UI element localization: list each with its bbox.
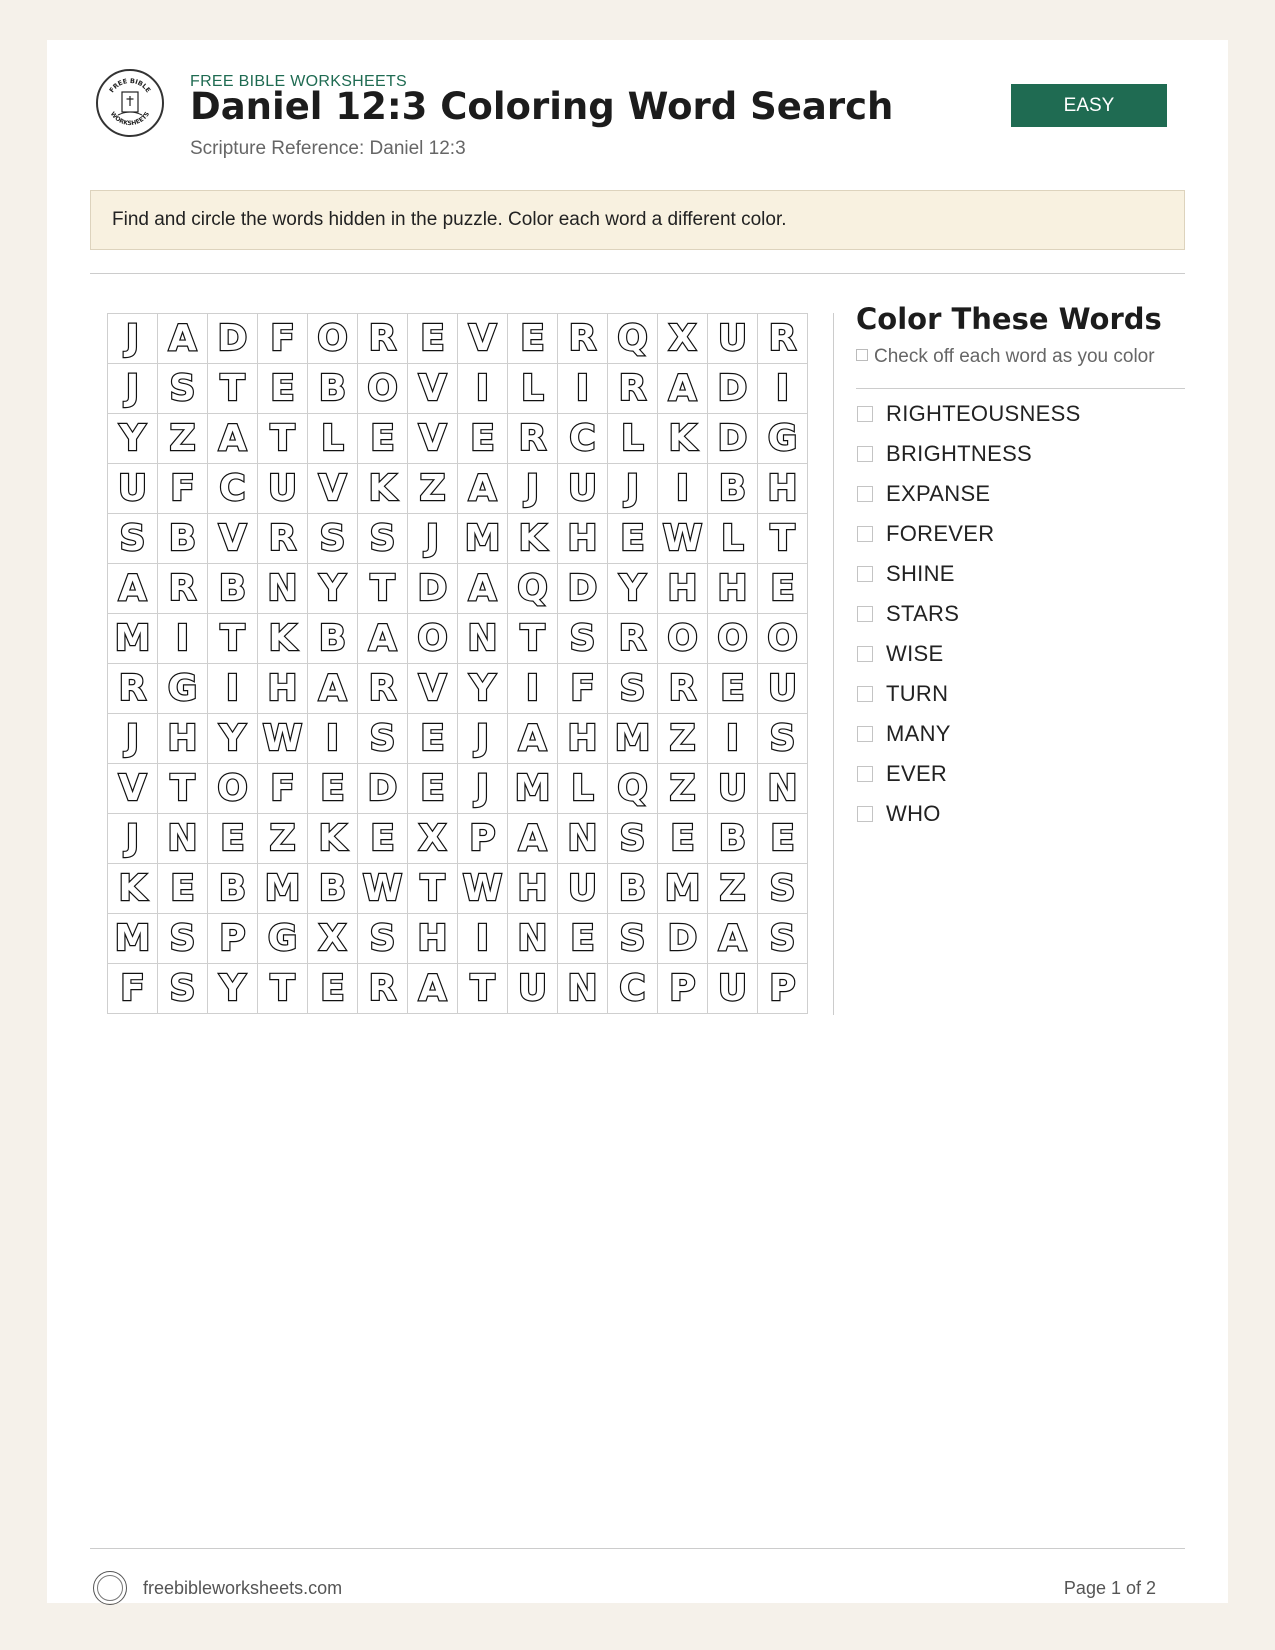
word-item[interactable] [856,594,1081,634]
grid-letter[interactable]: S [358,714,408,764]
grid-letter[interactable]: H [158,714,208,764]
grid-letter[interactable]: B [208,864,258,914]
word-item[interactable] [856,394,1081,434]
grid-letter[interactable]: E [308,764,358,814]
word-item[interactable] [856,714,1081,754]
grid-letter[interactable]: O [308,314,358,364]
grid-letter[interactable]: M [508,764,558,814]
grid-letter[interactable]: J [458,714,508,764]
grid-letter[interactable]: H [508,864,558,914]
grid-letter[interactable]: E [458,414,508,464]
grid-letter[interactable]: E [608,514,658,564]
footer-logo-icon [93,1571,127,1605]
word-checkbox[interactable] [857,486,873,502]
word-checkbox[interactable] [857,446,873,462]
grid-letter[interactable]: T [258,414,308,464]
grid-letter[interactable]: H [558,514,608,564]
grid-letter[interactable]: O [408,614,458,664]
bible-worksheets-logo [96,69,164,137]
grid-letter[interactable]: O [758,614,808,664]
grid-letter[interactable]: A [308,664,358,714]
grid-letter[interactable]: D [558,564,608,614]
grid-letter[interactable]: S [158,964,208,1014]
word-item[interactable] [856,634,1081,674]
grid-letter[interactable]: C [208,464,258,514]
grid-letter[interactable]: H [258,664,308,714]
grid-letter[interactable]: D [708,414,758,464]
word-item[interactable] [856,554,1081,594]
grid-letter[interactable]: E [358,814,408,864]
word-checkbox[interactable] [857,806,873,822]
grid-letter[interactable]: F [258,764,308,814]
word-checkbox[interactable] [857,686,873,702]
grid-letter[interactable]: H [408,914,458,964]
grid-letter[interactable]: G [758,414,808,464]
grid-letter[interactable]: U [558,464,608,514]
grid-letter[interactable]: V [108,764,158,814]
grid-letter[interactable]: F [558,664,608,714]
grid-letter[interactable]: N [258,564,308,614]
grid-letter[interactable]: B [308,864,358,914]
grid-letter[interactable]: U [708,964,758,1014]
grid-letter[interactable]: E [508,314,558,364]
svg-text:WORKSHEETS [109,111,151,127]
grid-letter[interactable]: K [358,464,408,514]
grid-letter[interactable]: D [708,364,758,414]
grid-letter[interactable]: N [558,964,608,1014]
grid-letter[interactable]: A [158,314,208,364]
grid-letter[interactable]: Z [658,764,708,814]
grid-letter[interactable]: U [558,864,608,914]
grid-letter[interactable]: N [508,914,558,964]
word-search-grid[interactable] [107,313,808,1014]
grid-letter[interactable]: I [158,614,208,664]
word-list-subtitle [856,346,1155,368]
grid-letter[interactable]: Y [458,664,508,714]
grid-letter[interactable]: L [608,414,658,464]
word-item[interactable] [856,674,1081,714]
logo-bottom-text: WORKSHEETS [108,110,152,128]
grid-letter[interactable]: T [758,514,808,564]
grid-letter[interactable]: I [458,914,508,964]
grid-letter[interactable]: F [108,964,158,1014]
grid-letter[interactable]: M [258,864,308,914]
grid-letter[interactable]: A [508,814,558,864]
word-list-subtitle-text: Check off each word as you color [874,346,1155,367]
grid-letter[interactable]: F [258,314,308,364]
grid-letter[interactable]: A [408,964,458,1014]
grid-letter[interactable]: V [208,514,258,564]
grid-letter[interactable]: A [658,364,708,414]
grid-letter[interactable]: I [758,364,808,414]
grid-letter[interactable]: P [208,914,258,964]
grid-letter[interactable]: M [108,914,158,964]
grid-letter[interactable]: I [558,364,608,414]
grid-letter[interactable]: E [558,914,608,964]
grid-letter[interactable]: Q [608,314,658,364]
grid-letter[interactable]: X [308,914,358,964]
grid-letter[interactable]: T [408,864,458,914]
grid-letter[interactable]: W [658,514,708,564]
grid-letter[interactable]: S [758,864,808,914]
page-number: Page 1 of 2 [1063,1578,1156,1598]
grid-letter[interactable]: Q [508,564,558,614]
grid-letter[interactable]: H [658,564,708,614]
grid-letter[interactable]: H [708,564,758,614]
grid-letter[interactable]: O [208,764,258,814]
grid-letter[interactable]: Y [608,564,658,614]
grid-letter[interactable]: Y [308,564,358,614]
word-item[interactable] [856,474,1081,514]
word-item[interactable] [856,514,1081,554]
grid-letter[interactable]: E [208,814,258,864]
word-label: WHO [886,801,941,826]
word-label: BRIGHTNESS [886,441,1033,466]
grid-letter[interactable]: K [508,514,558,564]
grid-letter[interactable]: D [208,314,258,364]
checkbox-icon [856,349,868,361]
grid-letter[interactable]: E [258,364,308,414]
grid-letter[interactable]: U [508,964,558,1014]
word-label: WISE [886,641,944,666]
grid-letter[interactable]: B [608,864,658,914]
footer-site: freebibleworksheets.com [143,1578,343,1598]
word-item[interactable] [856,754,1081,794]
word-label: EXPANSE [886,481,991,506]
grid-letter[interactable]: A [508,714,558,764]
grid-letter[interactable]: E [758,814,808,864]
grid-letter[interactable]: E [758,564,808,614]
word-checkbox[interactable] [857,606,873,622]
grid-letter[interactable]: R [158,564,208,614]
grid-letter[interactable]: A [108,564,158,614]
grid-letter[interactable]: O [708,614,758,664]
grid-letter[interactable]: V [408,664,458,714]
grid-letter[interactable]: A [358,614,408,664]
grid-letter[interactable]: R [558,314,608,364]
word-list-divider [856,388,1185,389]
grid-letter[interactable]: E [408,714,458,764]
word-label: MANY [886,721,951,746]
grid-letter[interactable]: T [208,364,258,414]
grid-letter[interactable]: B [308,364,358,414]
grid-letter[interactable]: T [508,614,558,664]
grid-letter[interactable]: B [158,514,208,564]
grid-letter[interactable]: S [158,364,208,414]
grid-letter[interactable]: T [158,764,208,814]
grid-letter[interactable]: K [258,614,308,664]
grid-letter[interactable]: J [608,464,658,514]
grid-letter[interactable]: K [658,414,708,464]
grid-letter[interactable]: E [408,314,458,364]
grid-letter[interactable]: Q [608,764,658,814]
grid-letter[interactable]: Z [158,414,208,464]
grid-letter[interactable]: Y [108,414,158,464]
grid-letter[interactable]: W [458,864,508,914]
grid-letter[interactable]: D [358,764,408,814]
grid-letter[interactable]: J [408,514,458,564]
grid-letter[interactable]: R [758,314,808,364]
grid-letter[interactable]: T [258,964,308,1014]
grid-letter[interactable]: E [158,864,208,914]
grid-letter[interactable]: O [658,614,708,664]
grid-letter[interactable]: X [408,814,458,864]
grid-letter[interactable]: J [108,314,158,364]
word-list [856,394,1081,834]
grid-letter[interactable]: S [758,714,808,764]
word-label: EVER [886,761,948,786]
grid-letter[interactable]: E [708,664,758,714]
grid-letter[interactable]: R [258,514,308,564]
grid-letter[interactable]: H [558,714,608,764]
grid-letter[interactable]: C [608,964,658,1014]
grid-letter[interactable]: W [258,714,308,764]
grid-letter[interactable]: Y [208,714,258,764]
grid-letter[interactable]: B [708,464,758,514]
grid-letter[interactable]: E [358,414,408,464]
grid-letter[interactable]: F [158,464,208,514]
grid-letter[interactable]: K [308,814,358,864]
grid-letter[interactable]: T [208,614,258,664]
grid-letter[interactable]: S [158,914,208,964]
grid-letter[interactable]: T [458,964,508,1014]
grid-letter[interactable]: U [258,464,308,514]
word-checkbox[interactable] [857,726,873,742]
grid-letter[interactable]: I [308,714,358,764]
grid-letter[interactable]: U [708,314,758,364]
grid-letter[interactable]: R [658,664,708,714]
grid-letter[interactable]: R [358,314,408,364]
logo-top-text: FREE BIBLE [107,76,153,95]
grid-letter[interactable]: I [658,464,708,514]
grid-letter[interactable]: I [708,714,758,764]
panel-divider [833,313,834,1015]
grid-letter[interactable]: S [608,814,658,864]
grid-letter[interactable]: M [608,714,658,764]
page-title: Daniel 12:3 Coloring Word Search [190,85,894,128]
word-checkbox[interactable] [857,766,873,782]
grid-letter[interactable]: N [758,764,808,814]
grid-letter[interactable]: H [758,464,808,514]
footer-divider [90,1548,1185,1549]
word-label: STARS [886,601,960,626]
grid-letter[interactable]: I [458,364,508,414]
word-list-title: Color These Words [856,302,1162,336]
grid-letter[interactable]: U [758,664,808,714]
grid-letter[interactable]: S [758,914,808,964]
grid-letter[interactable]: J [458,764,508,814]
grid-letter[interactable]: N [558,814,608,864]
grid-letter[interactable]: L [508,364,558,414]
grid-letter[interactable]: J [108,714,158,764]
grid-letter[interactable]: J [508,464,558,514]
grid-letter[interactable]: Z [658,714,708,764]
grid-letter[interactable]: I [208,664,258,714]
grid-letter[interactable]: A [708,914,758,964]
grid-letter[interactable]: G [158,664,208,714]
grid-letter[interactable]: S [308,514,358,564]
grid-letter[interactable]: R [358,964,408,1014]
word-item[interactable] [856,434,1081,474]
grid-letter[interactable]: V [408,414,458,464]
grid-letter[interactable]: S [608,664,658,714]
grid-letter[interactable]: M [658,864,708,914]
scripture-reference: Scripture Reference: Daniel 12:3 [190,138,466,159]
grid-letter[interactable]: K [108,864,158,914]
worksheet-page [47,40,1228,1603]
grid-letter[interactable]: U [708,764,758,814]
grid-letter[interactable]: L [308,414,358,464]
grid-letter[interactable]: M [108,614,158,664]
word-label: TURN [886,681,949,706]
difficulty-badge: EASY [1011,84,1167,127]
grid-letter[interactable]: R [608,364,658,414]
grid-letter[interactable]: R [108,664,158,714]
grid-letter[interactable]: G [258,914,308,964]
grid-letter[interactable]: R [608,614,658,664]
grid-letter[interactable]: S [608,914,658,964]
grid-letter[interactable]: Z [708,864,758,914]
grid-letter[interactable]: B [308,614,358,664]
grid-letter[interactable]: I [508,664,558,714]
grid-letter[interactable]: P [658,964,708,1014]
grid-letter[interactable]: R [358,664,408,714]
grid-letter[interactable]: V [408,364,458,414]
grid-letter[interactable]: M [458,514,508,564]
grid-letter[interactable]: E [408,764,458,814]
grid-letter[interactable]: O [358,364,408,414]
grid-letter[interactable]: D [408,564,458,614]
grid-letter[interactable]: R [508,414,558,464]
word-label: FOREVER [886,521,995,546]
grid-letter[interactable]: B [708,814,758,864]
grid-letter[interactable]: Y [208,964,258,1014]
grid-letter[interactable]: Z [408,464,458,514]
grid-letter[interactable]: C [558,414,608,464]
grid-letter[interactable]: X [658,314,708,364]
grid-letter[interactable]: A [208,414,258,464]
bible-book-icon [98,71,162,135]
grid-letter[interactable]: V [458,314,508,364]
word-label: SHINE [886,561,955,586]
grid-letter[interactable]: D [658,914,708,964]
grid-letter[interactable]: T [358,564,408,614]
grid-letter[interactable]: E [658,814,708,864]
word-checkbox[interactable] [857,566,873,582]
site-label: FREE BIBLE WORKSHEETS [190,73,408,90]
grid-letter[interactable]: P [458,814,508,864]
grid-letter[interactable]: N [158,814,208,864]
grid-letter[interactable]: E [308,964,358,1014]
instructions-box: Find and circle the words hidden in the puzzle. Color each word a different color. [90,190,1185,250]
grid-letter[interactable]: J [108,814,158,864]
grid-letter[interactable]: S [358,914,408,964]
grid-letter[interactable]: Z [258,814,308,864]
word-label: RIGHTEOUSNESS [886,401,1081,426]
grid-letter[interactable]: A [458,564,508,614]
grid-letter[interactable]: U [108,464,158,514]
grid-letter[interactable]: V [308,464,358,514]
grid-letter[interactable]: S [358,514,408,564]
grid-letter[interactable]: W [358,864,408,914]
word-checkbox[interactable] [857,526,873,542]
grid-letter[interactable]: P [758,964,808,1014]
grid-letter[interactable]: L [558,764,608,814]
word-checkbox[interactable] [857,646,873,662]
grid-letter[interactable]: S [108,514,158,564]
word-checkbox[interactable] [857,406,873,422]
word-item[interactable] [856,794,1081,834]
grid-letter[interactable]: S [558,614,608,664]
grid-letter[interactable]: N [458,614,508,664]
grid-letter[interactable]: A [458,464,508,514]
grid-letter[interactable]: B [208,564,258,614]
header-divider [90,273,1185,274]
grid-letter[interactable]: J [108,364,158,414]
grid-letter[interactable]: L [708,514,758,564]
